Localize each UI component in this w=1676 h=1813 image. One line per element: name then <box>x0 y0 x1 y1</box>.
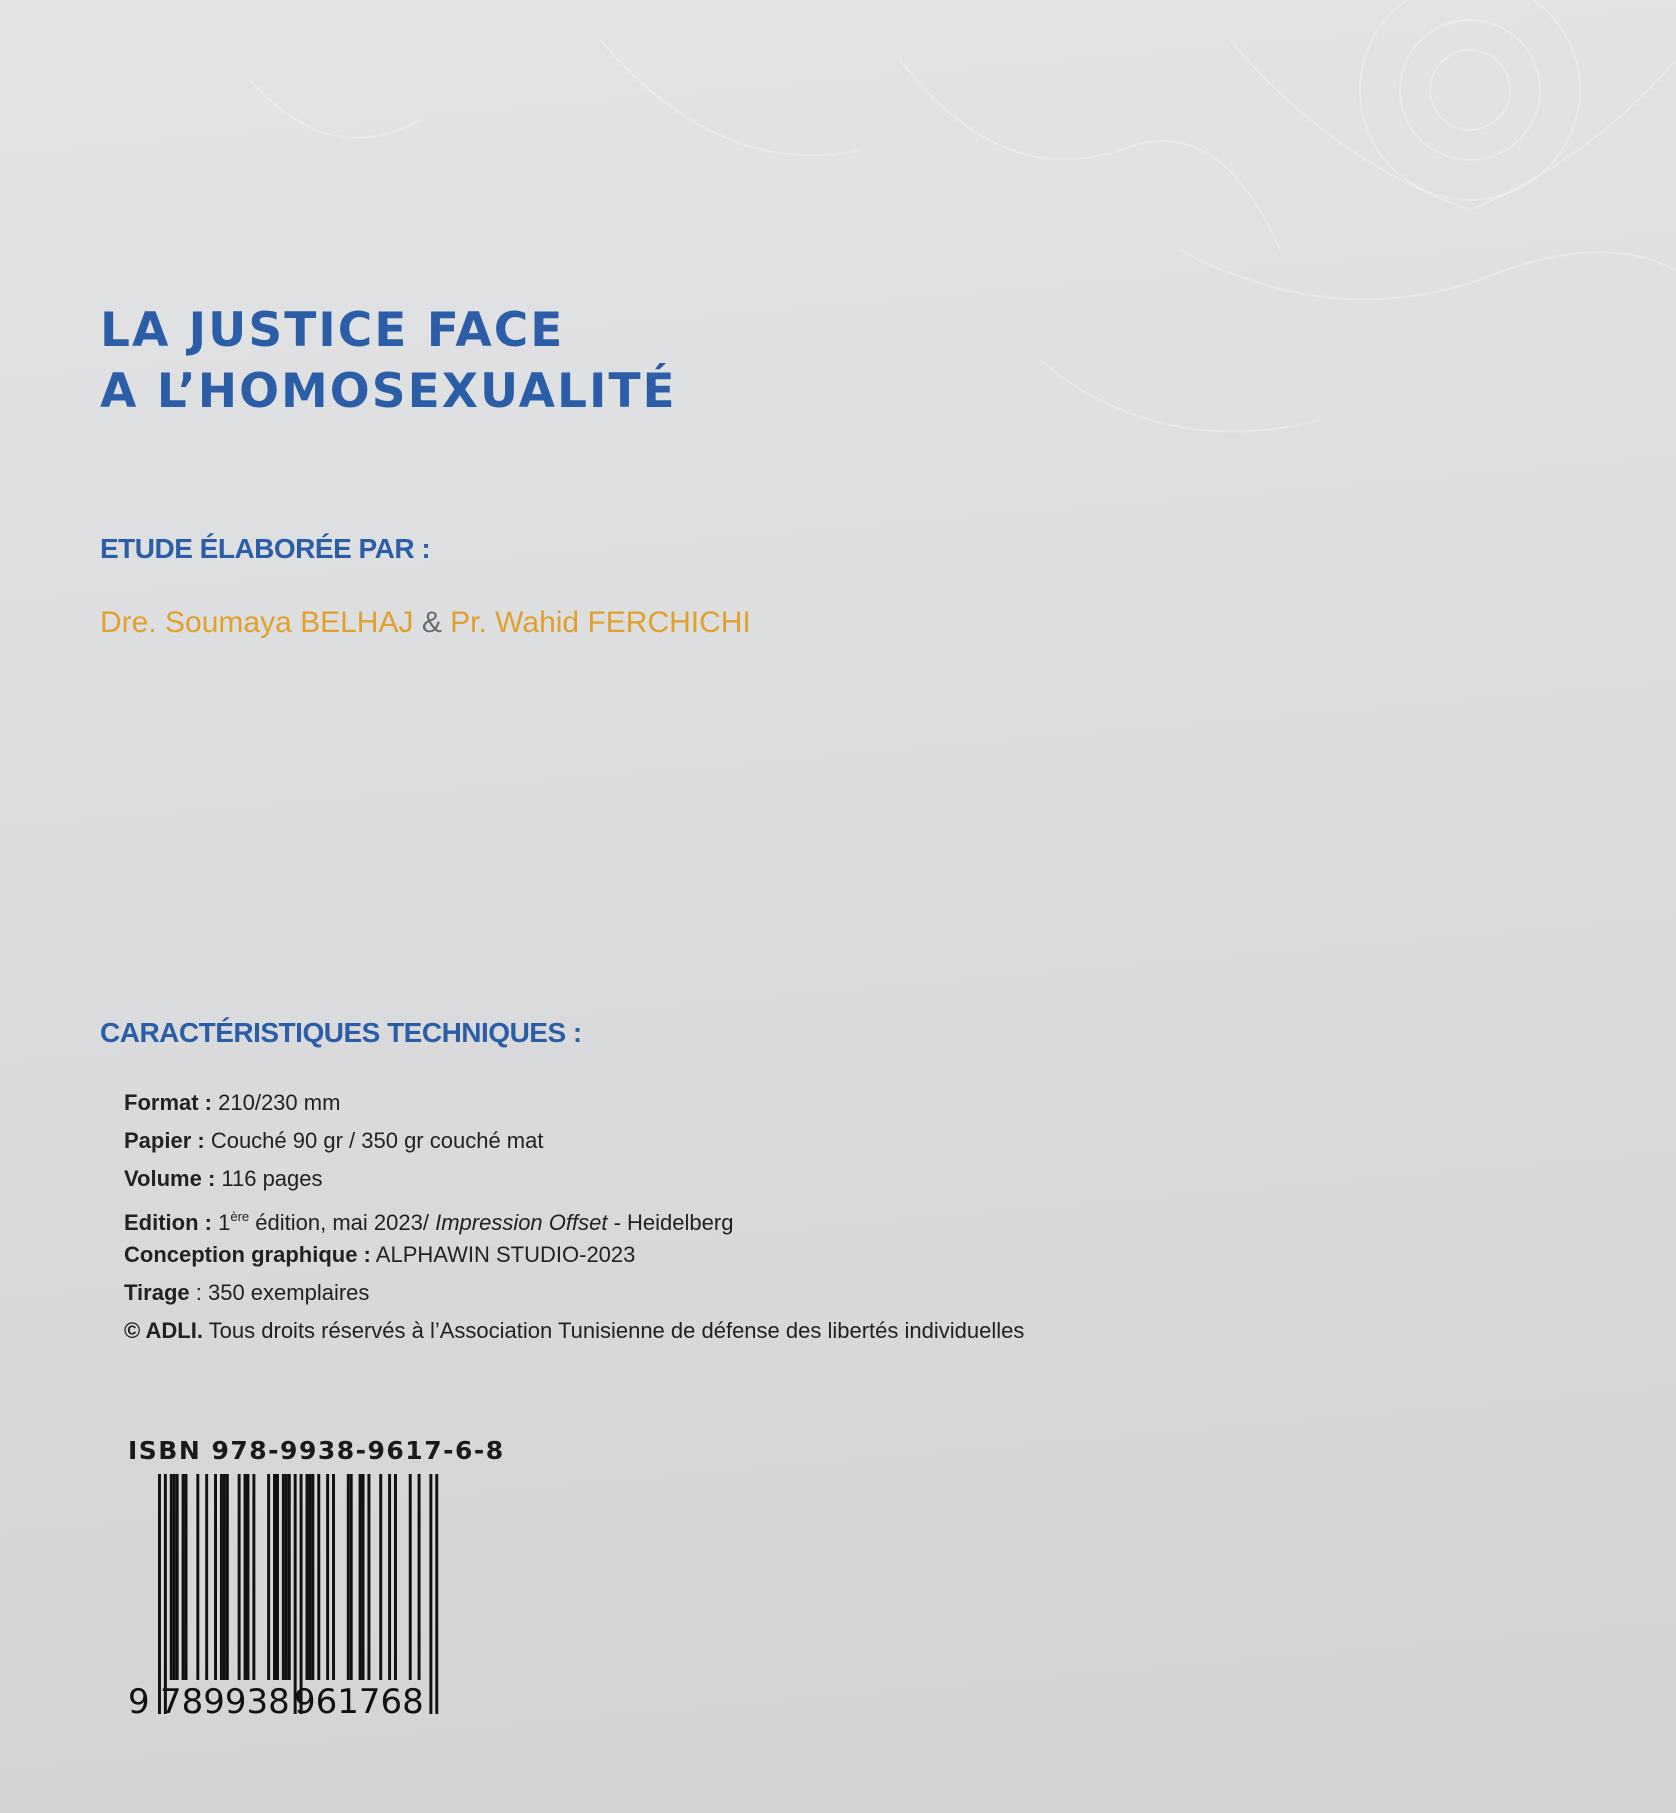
spec-edition-text: édition, mai 2023/ <box>255 1210 429 1235</box>
barcode-bar <box>244 1474 247 1680</box>
barcode-bar <box>282 1474 285 1680</box>
barcode-bar <box>182 1474 185 1680</box>
spec-format-label: Format : <box>124 1090 212 1115</box>
barcode-bar <box>196 1474 199 1680</box>
barcode-bar <box>300 1474 303 1714</box>
barcode-bar <box>285 1474 288 1680</box>
barcode-bar <box>205 1474 208 1680</box>
barcode-bar <box>311 1474 314 1680</box>
barcode-bar <box>347 1474 350 1680</box>
spec-copyright-value: Tous droits réservés à l’Association Tunisienne de défense des libertés individuelles <box>208 1318 1025 1343</box>
barcode-bar <box>367 1474 370 1680</box>
isbn-label: ISBN 978-9938-9617-6-8 <box>128 1436 505 1465</box>
spec-copyright-label: © ADLI. <box>124 1318 203 1343</box>
barcode-bar <box>409 1474 412 1680</box>
spec-format-value: 210/230 mm <box>218 1090 341 1115</box>
spec-format <box>124 1084 1024 1122</box>
author-1: Dre. Soumaya BELHAJ <box>100 606 414 639</box>
spec-edition-italic: Impression Offset <box>435 1210 608 1235</box>
barcode-bar <box>326 1474 329 1680</box>
barcode-bar <box>418 1474 421 1680</box>
authors-line <box>100 606 751 640</box>
spec-volume <box>124 1160 1024 1198</box>
spec-edition-superscript: ère <box>230 1209 250 1224</box>
spec-print-run <box>124 1274 1024 1312</box>
author-2: Pr. Wahid FERCHICHI <box>450 606 751 639</box>
barcode-bar <box>247 1474 250 1680</box>
barcode-bar <box>238 1474 241 1680</box>
barcode-bar <box>394 1474 397 1680</box>
spec-volume-label: Volume : <box>124 1166 216 1191</box>
spec-edition-label: Edition : <box>124 1210 212 1235</box>
barcode-bar <box>220 1474 223 1680</box>
title-line-2: A L’HOMOSEXUALITÉ <box>100 364 677 419</box>
book-title <box>100 300 677 422</box>
barcode-bar <box>273 1474 276 1680</box>
spec-print-run-value: : 350 exemplaires <box>195 1280 370 1305</box>
barcode-bar <box>388 1474 391 1680</box>
barcode-bar <box>362 1474 365 1680</box>
barcode-bar <box>317 1474 320 1680</box>
barcode-bar <box>164 1474 167 1714</box>
spec-edition <box>124 1198 1024 1236</box>
barcode-bar <box>185 1474 188 1680</box>
spec-paper-value: Couché 90 gr / 350 gr couché mat <box>210 1128 544 1153</box>
spec-copyright <box>124 1312 1024 1350</box>
author-separator: & <box>421 606 442 639</box>
barcode-bar <box>252 1474 255 1680</box>
barcode-bar <box>332 1474 335 1680</box>
barcode-digit-first: 9 <box>128 1682 150 1716</box>
spec-design-label: Conception graphique : <box>124 1242 371 1267</box>
spec-edition-rest: - Heidelberg <box>613 1210 734 1235</box>
barcode-bar <box>350 1474 353 1680</box>
barcode-bar <box>226 1474 229 1680</box>
barcode-bar <box>429 1474 432 1714</box>
barcode <box>126 1470 456 1716</box>
spec-paper <box>124 1122 1024 1160</box>
barcode-bar <box>276 1474 279 1680</box>
barcode-bar <box>379 1474 382 1680</box>
barcode-bar <box>267 1474 270 1680</box>
technical-specs <box>124 1084 1024 1350</box>
barcode-bar <box>214 1474 217 1680</box>
spec-paper-label: Papier : <box>124 1128 205 1153</box>
technical-heading: CARACTÉRISTIQUES TECHNIQUES : <box>100 1017 582 1048</box>
barcode-bar <box>173 1474 176 1680</box>
barcode-digits-left: 789938 <box>160 1682 290 1716</box>
barcode-bar <box>170 1474 173 1680</box>
barcode-bar <box>306 1474 309 1680</box>
barcode-bar <box>359 1474 362 1680</box>
barcode-bar <box>176 1474 179 1680</box>
barcode-bar <box>294 1474 297 1714</box>
spec-volume-value: 116 pages <box>221 1166 323 1191</box>
barcode-digits-right: 961768 <box>294 1682 424 1716</box>
barcode-bar <box>158 1474 161 1714</box>
spec-design <box>124 1236 1024 1274</box>
barcode-bar <box>308 1474 311 1680</box>
spec-edition-number: 1 <box>218 1210 231 1235</box>
spec-print-run-label: Tirage <box>124 1280 190 1305</box>
title-line-1: LA JUSTICE FACE <box>100 303 565 358</box>
barcode-bar <box>288 1474 291 1680</box>
barcode-bar <box>435 1474 438 1714</box>
spec-design-value: ALPHAWIN STUDIO-2023 <box>375 1242 636 1267</box>
barcode-bar <box>223 1474 226 1680</box>
authors-heading: ETUDE ÉLABORÉE PAR : <box>100 533 431 564</box>
